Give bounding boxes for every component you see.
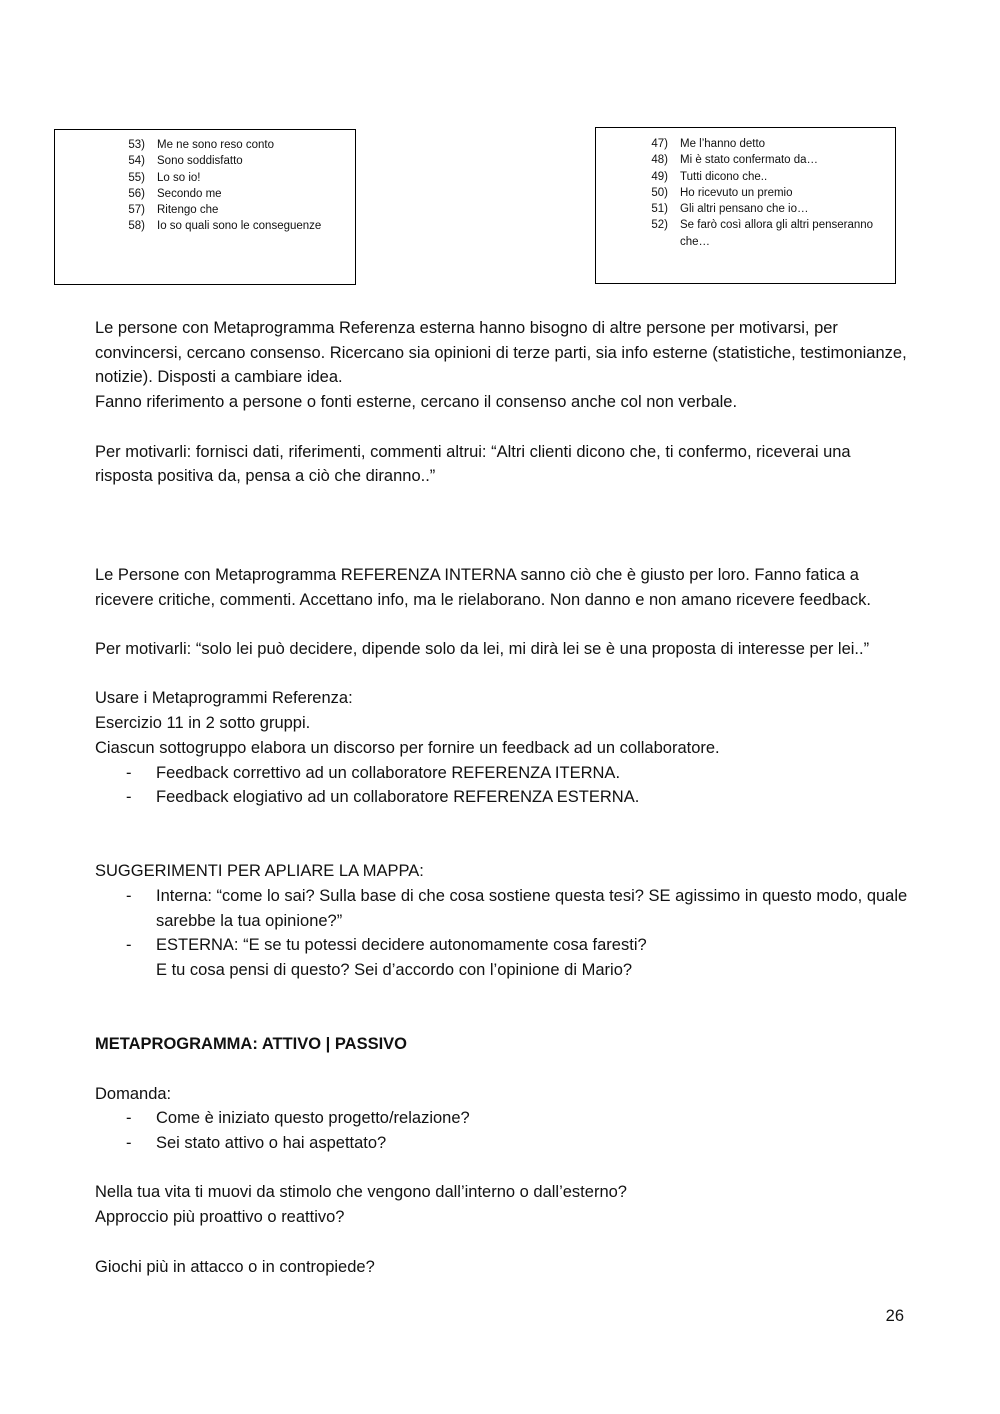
approccio-question: Approccio più proattivo o reattivo?: [95, 1208, 345, 1227]
list-item: - ESTERNA: “E se tu potessi decidere autonomamente cosa faresti?: [95, 933, 910, 958]
list-item: 54) Sono soddisfatto: [128, 155, 243, 168]
page-number: 26: [885, 1307, 904, 1325]
suggerimenti-continuation: E tu cosa pensi di questo? Sei d’accordo con l’opinione di Mario?: [156, 961, 633, 980]
giochi-question: Giochi più in attacco o in contropiede?: [95, 1257, 375, 1276]
list-item: 47) Me l’hanno detto: [651, 138, 766, 150]
list-item: 55) Lo so io!: [128, 171, 201, 184]
list-item: 53) Me ne sono reso conto: [128, 139, 274, 151]
list-item: 58) Io so quali sono le conseguenze: [128, 220, 322, 233]
referenza-interna-motivation: Per motivarli: “solo lei può decidere, dipende solo da lei, mi dirà lei se è una proposta di interesse per lei..”: [95, 640, 870, 659]
referenza-esterna-motivation: Per motivarli: fornisci dati, riferimenti, commenti altrui: “Altri clienti dicono che, ti confermo, riceverai una risposta positiva da, pensa a ciò che diranno..”: [95, 442, 851, 486]
list-item: - Feedback elogiativo ad un collaboratore REFERENZA ESTERNA.: [95, 785, 910, 810]
suggerimenti-title: SUGGERIMENTI PER APLIARE LA MAPPA:: [95, 862, 424, 881]
referenza-esterna-description: Le persone con Metaprogramma Referenza esterna hanno bisogno di altre persone per motivarsi, per convincersi, cercano consenso. Ricercano sia opinioni di terze parti, sia info esterne (statistiche, testimonianze, notizie). Disposti a cambiare idea.: [95, 319, 907, 387]
referenza-esterna-examples-box: [595, 127, 896, 284]
domanda-title: Domanda:: [95, 1084, 172, 1103]
list-item: 56) Secondo me: [128, 187, 222, 200]
usare-title: Usare i Metaprogrammi Referenza:: [95, 689, 353, 708]
list-item: 48) Mi è stato confermato da…: [651, 154, 819, 167]
examples-list-left: [111, 137, 355, 235]
list-item: - Come è iniziato questo progetto/relazione?: [95, 1106, 910, 1131]
section-heading: METAPROGRAMMA: ATTIVO | PASSIVO: [95, 1035, 408, 1054]
list-item: - Feedback correttivo ad un collaboratore REFERENZA ITERNA.: [95, 761, 910, 786]
esercizio-line: Esercizio 11 in 2 sotto gruppi.: [95, 714, 311, 733]
list-item: 52) Se farò così allora gli altri penseranno che…: [651, 219, 874, 248]
feedback-list: [95, 761, 910, 810]
list-item: 49) Tutti dicono che..: [651, 170, 768, 183]
list-item: 50) Ho ricevuto un premio: [651, 186, 793, 199]
list-item: - Sei stato attivo o hai aspettato?: [95, 1131, 910, 1156]
examples-list-right: [634, 136, 895, 250]
list-item: 57) Ritengo che: [128, 204, 219, 217]
referenza-interna-description: Le Persone con Metaprogramma REFERENZA INTERNA sanno ciò che è giusto per loro. Fanno fatica a ricevere critiche, commenti. Accettano info, ma le rielaborano. Non danno e non amano ricevere feedback.: [95, 565, 871, 609]
list-item: 51) Gli altri pensano che io…: [651, 203, 809, 216]
suggerimenti-list: [95, 884, 910, 958]
referenza-interna-examples-box: [54, 129, 356, 285]
list-item: - Interna: “come lo sai? Sulla base di che cosa sostiene questa tesi? SE agissimo in questo modo, quale sarebbe la tua opinione?”: [95, 884, 910, 933]
domanda-list: [95, 1106, 910, 1155]
document-body: [95, 316, 910, 1279]
referenza-esterna-reference: Fanno riferimento a persone o fonti esterne, cercano il consenso anche col non verbale.: [95, 393, 738, 412]
ciascun-line: Ciascun sottogruppo elabora un discorso per fornire un feedback ad un collaboratore.: [95, 738, 720, 757]
vita-question: Nella tua vita ti muovi da stimolo che vengono dall’interno o dall’esterno?: [95, 1183, 627, 1202]
